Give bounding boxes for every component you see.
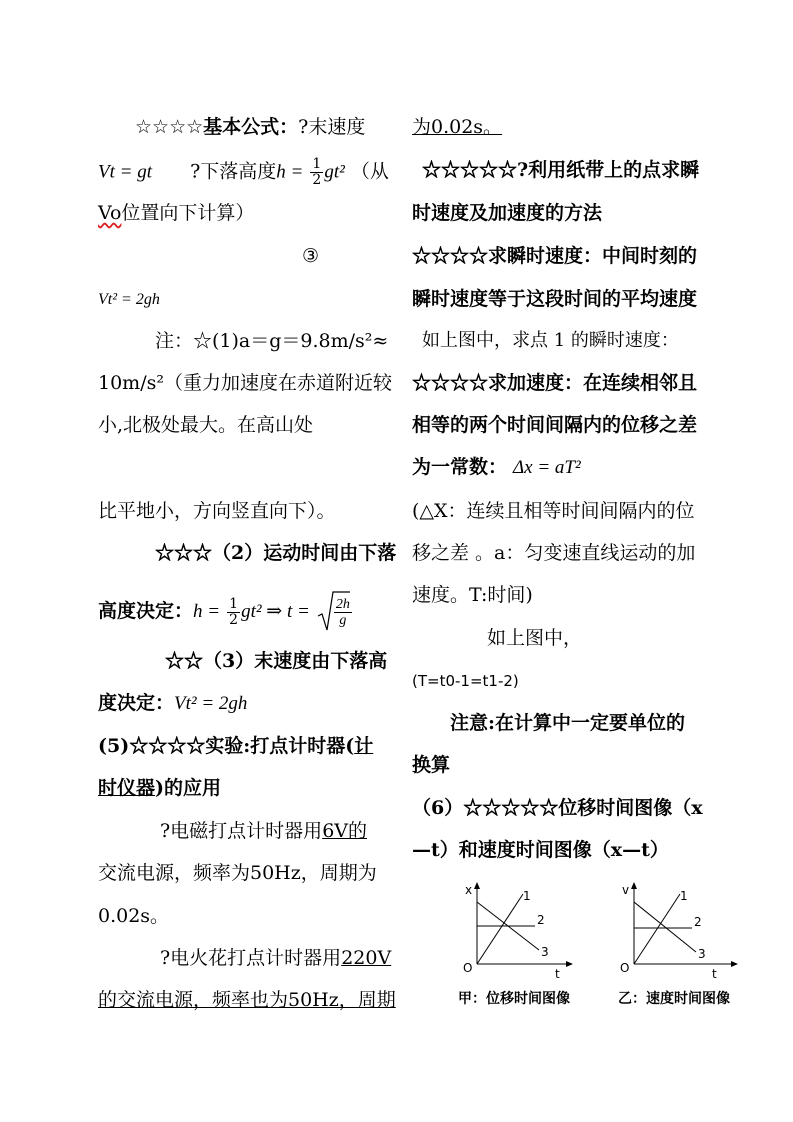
em-timer-line-2: 交流电源，频率为50Hz，周期为 [98,862,377,884]
acceleration-heading-3: 为一常数： Δx = aT² [412,456,581,478]
tape-heading-2: 时速度及加速度的方法 [412,202,603,224]
line-1 [634,894,680,964]
vo-line: Vo位置向下计算） [98,202,255,224]
y-axis-arrow [474,882,480,889]
line-2-label: 2 [537,913,545,927]
x-axis-label: t [555,967,560,980]
instant-speed-heading: ☆☆☆☆求瞬时速度：中间时刻的 [412,245,698,267]
velocity-time-graph [612,880,742,984]
em-timer-line-3: 0.02s。 [98,905,170,927]
instant-speed-heading-2: 瞬时速度等于这段时间的平均速度 [412,288,698,310]
time-heading: ☆☆☆（2）运动时间由下落 [155,542,397,564]
note-line-1: 注：☆(1)a＝g＝9.8m/s²≈ [155,330,389,352]
units-note-2: 换算 [412,754,451,776]
circled-number: ③ [302,245,320,267]
line-1 [477,894,523,964]
continuation-line: 为0.02s。 [412,116,503,138]
time-relation: (T=t0-1=t1-2) [412,672,519,690]
note-line-3: 小,北极处最大。在高山处 [98,414,314,436]
displacement-time-graph [455,880,575,984]
x-axis-label: t [712,967,717,980]
note-line-4: 比平地小，方向竖直向下）。 [98,500,336,522]
acceleration-example: 如上图中， [487,627,583,649]
end-speed-heading: ☆☆（3）末速度由下落高 [165,650,388,672]
y-axis-label: x [465,883,473,897]
line-3 [634,902,696,952]
line-3-label: 3 [698,947,706,961]
experiment-heading-2: 时仪器)的应用 [98,777,222,799]
acceleration-note-1: (△X：连续且相等时间间隔内的位 [412,500,695,522]
em-timer-line-1: ?电磁打点计时器用6V的 [160,820,368,842]
units-note: 注意:在计算中一定要单位的 [450,712,686,734]
experiment-heading: (5)☆☆☆☆实验:打点计时器(计 [98,735,374,757]
acceleration-heading: ☆☆☆☆求加速度：在连续相邻且 [412,372,698,394]
line-1-label: 1 [680,889,688,903]
x-axis-arrow [566,961,573,967]
spark-timer-line-2: 的交流电源，频率也为50Hz，周期 [98,989,396,1011]
graphs-heading-2: —t）和速度时间图像（x—t） [412,839,669,861]
acceleration-note-2: 移之差 。a：匀变速直线运动的加 [412,542,696,564]
star-rating: ☆☆☆☆ [135,116,204,138]
tape-heading: ☆☆☆☆☆?利用纸带上的点求瞬 [422,159,700,181]
acceleration-heading-2: 相等的两个时间间隔内的位移之差 [412,414,698,436]
line-1-label: 1 [523,889,531,903]
end-speed-formula: 度决定：Vt² = 2gh [98,692,248,714]
time-formula: 高度决定：h = $\frac{1}{2}$ gt² ⇒ t = $\frac{2h}{g}$ [98,590,353,634]
origin-label: O [463,961,473,975]
fraction-half: $\frac{1}{2}$ [312,156,322,188]
graphs-heading: （6）☆☆☆☆☆位移时间图像（x [412,797,703,819]
line-3-label: 3 [541,945,549,959]
free-fall-formulas: Vt = gt ?下落高度h = $\frac{1}{2}$ gt² （从 [98,156,389,188]
instant-speed-example: 如上图中，求点 1 的瞬时速度： [422,330,679,351]
y-axis-label: v [622,883,630,897]
formula-vt2: Vt² = 2gh [98,291,160,308]
displacement-time-caption: 甲：位移时间图像 [458,991,570,1007]
velocity-time-caption: 乙：速度时间图像 [618,991,730,1007]
note-line-2: 10m/s²（重力加速度在赤道附近较 [98,372,392,394]
origin-label: O [620,961,630,975]
line-2-label: 2 [694,915,702,929]
acceleration-note-3: 速度。T:时间) [412,584,533,606]
acceleration-formula: Δx = aT² [513,457,581,478]
x-axis-arrow [731,961,738,967]
spark-timer-line-1: ?电火花打点计时器用220V [160,947,392,969]
formula-vt: Vt = gt [98,161,152,183]
y-axis-arrow [631,882,637,889]
basic-formula-heading: ☆☆☆☆基本公式：?末速度 [135,116,366,138]
